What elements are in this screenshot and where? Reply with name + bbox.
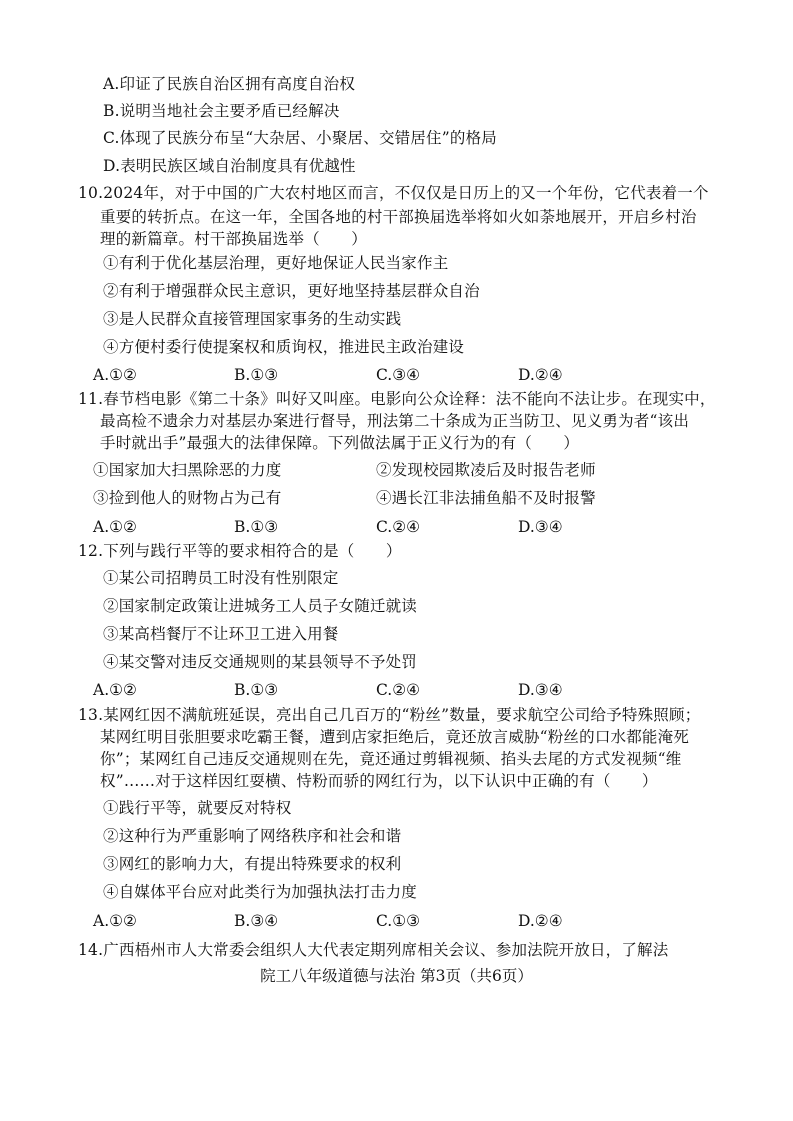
q13-item-2: ②这种行为严重影响了网络秩序和社会和谐: [103, 827, 402, 845]
q12-item-2: ②国家制定政策让进城务工人员子女随迁就读: [103, 597, 418, 615]
q11-choice-d: D.③④: [518, 518, 563, 536]
q11-item-4: ④遇长江非法捕鱼船不及时报警: [376, 489, 596, 507]
q12-item-4: ④某交警对违反交通规则的某县领导不予处罚: [103, 653, 418, 671]
q10-stem-line-1: 10.2024年，对于中国的广大农村地区而言，不仅仅是日历上的又一个年份，它代表着一个: [78, 184, 709, 202]
q11-item-1: ①国家加大扫黑除恶的力度: [93, 461, 282, 479]
q10-item-1: ①有利于优化基层治理，更好地保证人民当家作主: [103, 254, 449, 272]
q11-item-3: ③捡到他人的财物占为己有: [93, 489, 282, 507]
q11-choice-c: C.②④: [376, 518, 421, 536]
q13-item-1: ①践行平等，就要反对特权: [103, 799, 292, 817]
page-footer: 院工八年级道德与法治 第3页（共6页）: [260, 967, 533, 985]
q9-option-b: B.说明当地社会主要矛盾已经解决: [103, 102, 340, 120]
q13-item-3: ③网红的影响力大，有提出特殊要求的权利: [103, 855, 402, 873]
q10-item-2: ②有利于增强群众民主意识，更好地坚持基层群众自治: [103, 282, 480, 300]
q12-item-1: ①某公司招聘员工时没有性别限定: [103, 569, 339, 587]
q13-stem-line-4: 权”……对于这样因红耍横、恃粉而骄的网红行为，以下认识中正确的有（ ）: [100, 772, 658, 790]
q10-stem-line-2: 重要的转折点。在这一年，全国各地的村干部换届选举将如火如荼地展开，开启乡村治: [100, 208, 697, 226]
q11-choice-a: A.①②: [93, 518, 137, 536]
q12-choice-a: A.①②: [93, 681, 137, 699]
q13-stem-line-3: 你”；某网红自己违反交通规则在先，竟还通过剪辑视频、掐头去尾的方式发视频“维: [100, 750, 682, 768]
q10-item-4: ④方便村委行使提案权和质询权，推进民主政治建设: [103, 338, 465, 356]
q13-choice-b: B.③④: [234, 912, 279, 930]
q11-choice-b: B.①③: [234, 518, 279, 536]
q10-choice-b: B.①③: [234, 366, 279, 384]
q12-item-3: ③某高档餐厅不让环卫工进入用餐: [103, 625, 339, 643]
q9-option-d: D.表明民族区域自治制度具有优越性: [103, 157, 356, 175]
q12-choice-c: C.②④: [376, 681, 421, 699]
q9-option-a: A.印证了民族自治区拥有高度自治权: [103, 75, 356, 93]
q13-item-4: ④自媒体平台应对此类行为加强执法打击力度: [103, 883, 418, 901]
q10-stem-line-3: 理的新篇章。村干部换届选举（ ）: [100, 230, 367, 248]
q12-choice-b: B.①③: [234, 681, 279, 699]
q13-stem-line-1: 13.某网红因不满航班延误，亮出自己几百万的“粉丝”数量，要求航空公司给予特殊照顾；: [78, 706, 701, 724]
q11-stem-line-2: 最高检不遗余力对基层办案进行督导，刑法第二十条成为正当防卫、见义勇为者“该出: [100, 412, 690, 430]
q12-stem-line-1: 12.下列与践行平等的要求相符合的是（ ）: [78, 542, 402, 560]
q13-choice-a: A.①②: [93, 912, 137, 930]
q11-item-2: ②发现校园欺凌后及时报告老师: [376, 461, 596, 479]
q11-stem-line-1: 11.春节档电影《第二十条》叫好又叫座。电影向公众诠释：法不能向不法让步。在现实中，: [78, 390, 716, 408]
q11-stem-line-3: 手时就出手”最强大的法律保障。下列做法属于正义行为的有（ ）: [100, 434, 580, 452]
q14-stem-line-1: 14.广西梧州市人大常委会组织人大代表定期列席相关会议、参加法院开放日，了解法: [78, 941, 669, 959]
q12-choice-d: D.③④: [518, 681, 563, 699]
q13-stem-line-2: 某网红明目张胆要求吃霸王餐，遭到店家拒绝后，竟还放言威胁“粉丝的口水都能淹死: [100, 728, 690, 746]
q10-choice-c: C.③④: [376, 366, 421, 384]
q9-option-c: C.体现了民族分布呈“大杂居、小聚居、交错居住”的格局: [103, 129, 497, 147]
q10-choice-a: A.①②: [93, 366, 137, 384]
q13-choice-d: D.②④: [518, 912, 563, 930]
q10-item-3: ③是人民群众直接管理国家事务的生动实践: [103, 310, 402, 328]
q10-choice-d: D.②④: [518, 366, 563, 384]
q13-choice-c: C.①③: [376, 912, 421, 930]
